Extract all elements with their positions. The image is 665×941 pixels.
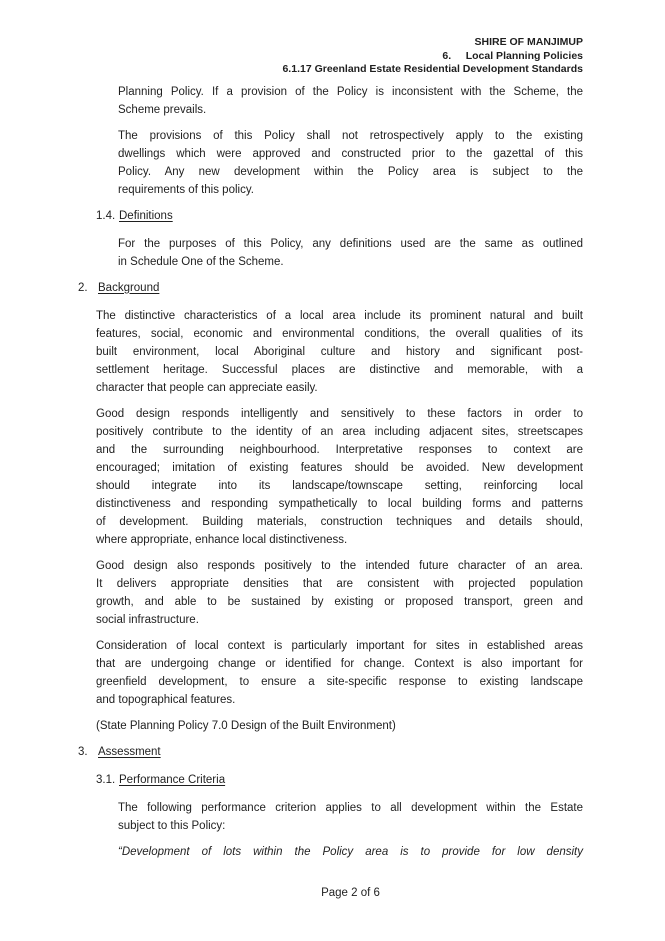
text-line: (State Planning Policy 7.0 Design of the Built Environment) bbox=[96, 719, 396, 732]
paragraph bbox=[118, 127, 583, 199]
section-heading bbox=[96, 771, 583, 789]
paragraph bbox=[118, 83, 583, 119]
paragraph bbox=[96, 717, 583, 735]
text-line: in Schedule One of the Scheme. bbox=[118, 255, 284, 268]
text-line: character that people can appreciate easily. bbox=[96, 381, 318, 394]
section-heading bbox=[96, 207, 583, 225]
text-line: and topographical features. bbox=[96, 693, 236, 706]
text-line: Good design responds intelligently and sensitively to these factors in order to bbox=[96, 407, 583, 420]
text-line: should integrate into its landscape/townscape setting, reinforcing local bbox=[96, 479, 583, 492]
section-heading bbox=[78, 743, 583, 761]
paragraph bbox=[118, 843, 583, 861]
section-title: Definitions bbox=[119, 209, 173, 222]
section-heading bbox=[78, 279, 583, 297]
header-line: 6. Local Planning Policies bbox=[442, 49, 583, 62]
text-line: The following performance criterion applies to all development within the Estate bbox=[118, 801, 583, 814]
text-line: Policy. Any new development within the Policy area is subject to the bbox=[118, 165, 583, 178]
text-line: Consideration of local context is particularly important for sites in established areas bbox=[96, 639, 583, 652]
text-line: dwellings which were approved and constructed prior to the gazettal of this bbox=[118, 147, 583, 160]
text-line: For the purposes of this Policy, any definitions used are the same as outlined bbox=[118, 237, 583, 250]
text-line: It delivers appropriate densities that are consistent with projected population bbox=[96, 577, 583, 590]
text-line: of development. Building materials, construction techniques and details should, bbox=[96, 515, 583, 528]
text-line: Good design also responds positively to the intended future character of an area. bbox=[96, 559, 583, 572]
page-header bbox=[78, 36, 583, 77]
text-line: subject to this Policy: bbox=[118, 819, 226, 832]
page-number: Page 2 of 6 bbox=[321, 887, 380, 899]
text-line: settlement heritage. Successful places are distinctive and memorable, with a bbox=[96, 363, 583, 376]
document-body bbox=[78, 83, 583, 861]
text-line: growth, and able to be sustained by existing or proposed transport, green and bbox=[96, 595, 583, 608]
text-line: Planning Policy. If a provision of the Policy is inconsistent with the Scheme, the bbox=[118, 85, 583, 98]
text-line: “Development of lots within the Policy area is to provide for low density bbox=[118, 845, 583, 858]
text-line: and the surrounding neighbourhood. Interpretative responses to context are bbox=[96, 443, 583, 456]
section-title: Performance Criteria bbox=[119, 773, 226, 786]
paragraph bbox=[96, 637, 583, 709]
text-line: distinctiveness and responding sympathetically to local building forms and patterns bbox=[96, 497, 583, 510]
text-line: encouraged; imitation of existing features should be avoided. New development bbox=[96, 461, 583, 474]
header-line: 6.1.17 Greenland Estate Residential Development Standards bbox=[282, 63, 583, 75]
page-footer bbox=[118, 884, 583, 902]
text-line: features, social, economic and environmental conditions, the overall qualities of its bbox=[96, 327, 583, 340]
text-line: social infrastructure. bbox=[96, 613, 199, 626]
paragraph bbox=[96, 307, 583, 397]
paragraph bbox=[96, 405, 583, 549]
paragraph bbox=[96, 557, 583, 629]
paragraph bbox=[118, 235, 583, 271]
section-number: 3.1. bbox=[96, 773, 116, 786]
section-number: 3. bbox=[78, 745, 88, 758]
paragraph bbox=[118, 799, 583, 835]
text-line: Scheme prevails. bbox=[118, 103, 207, 116]
section-title: Assessment bbox=[98, 745, 161, 758]
text-line: The distinctive characteristics of a local area include its prominent natural and built bbox=[96, 309, 583, 322]
section-number: 1.4. bbox=[96, 209, 116, 222]
text-line: built environment, local Aboriginal culture and history and significant post- bbox=[96, 345, 583, 358]
section-title: Background bbox=[98, 281, 160, 294]
text-line: requirements of this policy. bbox=[118, 183, 254, 196]
header-line: SHIRE OF MANJIMUP bbox=[474, 36, 583, 48]
section-number: 2. bbox=[78, 281, 88, 294]
text-line: where appropriate, enhance local distinctiveness. bbox=[96, 533, 348, 546]
text-line: positively contribute to the identity of an area including adjacent sites, streetscapes bbox=[96, 425, 583, 438]
text-line: greenfield development, to ensure a site-specific response to existing landscape bbox=[96, 675, 583, 688]
text-line: The provisions of this Policy shall not retrospectively apply to the existing bbox=[118, 129, 583, 142]
text-line: that are undergoing change or identified for change. Context is also important for bbox=[96, 657, 583, 670]
